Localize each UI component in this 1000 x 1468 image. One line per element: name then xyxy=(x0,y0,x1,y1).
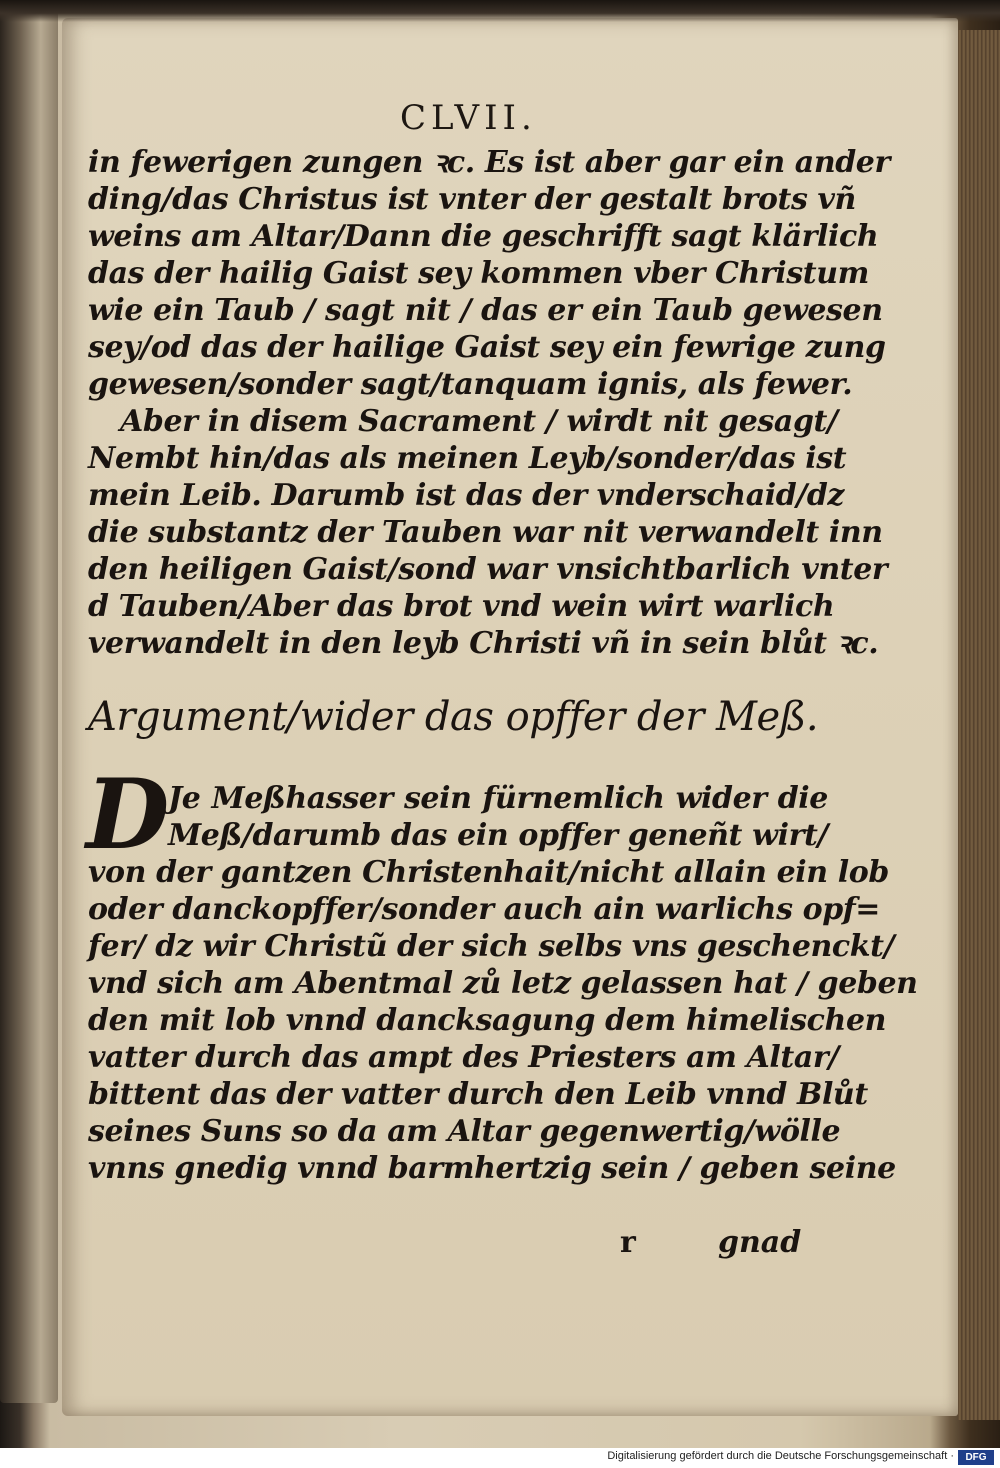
text-line: bittent das der vatter durch den Leib vnnd Blůt xyxy=(88,1077,868,1112)
text-line: ding/das Christus ist vnter der gestalt brots vñ xyxy=(88,182,856,217)
text-line: vnd sich am Abentmal zů letz gelassen hat / geben xyxy=(88,966,918,1001)
text-line: Aber in disem Sacrament / wirdt nit gesagt/ xyxy=(120,404,838,439)
text-line: in fewerigen zungen ꝛc. Es ist aber gar ein ander xyxy=(88,145,890,180)
signature-mark: r xyxy=(620,1225,636,1260)
previous-page-edge xyxy=(0,8,58,1403)
text-line: weins am Altar/Dann die geschrifft sagt klärlich xyxy=(88,219,879,254)
text-line: Meß/darumb das ein opffer geneñt wirt/ xyxy=(168,818,828,853)
text-line: d Tauben/Aber das brot vnd wein wirt warlich xyxy=(88,589,835,624)
text-line: seines Suns so da am Altar gegenwertig/wölle xyxy=(88,1114,841,1149)
text-line: fer/ dz wir Christũ der sich selbs vns geschenckt/ xyxy=(88,929,895,964)
text-line: das der hailig Gaist sey kommen vber Christum xyxy=(88,256,869,291)
text-line: vnns gnedig vnnd barmhertzig sein / geben seine xyxy=(88,1151,896,1186)
text-paragraph-1 xyxy=(88,144,890,662)
text-line: oder danckopffer/sonder auch ain warlichs opf= xyxy=(88,892,881,927)
text-line: die substantz der Tauben war nit verwandelt inn xyxy=(88,515,883,550)
text-line: von der gantzen Christenhait/nicht allain ein lob xyxy=(88,855,889,890)
decorated-initial: D xyxy=(86,758,170,871)
text-line: sey/od das der hailige Gaist sey ein fewrige zung xyxy=(88,330,886,365)
section-heading: Argument/wider das opffer der Meß. xyxy=(88,694,819,740)
text-line: verwandelt in den leyb Christi vñ in sein blůt ꝛc. xyxy=(88,626,879,661)
page-stack-edge xyxy=(958,30,1000,1420)
dfg-logo: DFG xyxy=(958,1450,994,1465)
text-line: wie ein Taub / sagt nit / das er ein Taub gewesen xyxy=(88,293,883,328)
folio-number: CLVII. xyxy=(400,98,537,138)
text-line: Nembt hin/das als meinen Leyb/sonder/das ist xyxy=(88,441,847,476)
text-line: gewesen/sonder sagt/tanquam ignis, als fewer. xyxy=(88,367,853,402)
text-line: den heiligen Gaist/sond war vnsichtbarlich vnter xyxy=(88,552,888,587)
footer-credit: Digitalisierung gefördert durch die Deutsche Forschungsgemeinschaft · xyxy=(607,1450,954,1462)
catchword: gnad xyxy=(718,1225,802,1260)
text-line: Je Meßhasser sein fürnemlich wider die xyxy=(168,781,828,816)
text-paragraph-3 xyxy=(88,780,918,1187)
text-line: vatter durch das ampt des Priesters am Altar/ xyxy=(88,1040,839,1075)
binding-shadow xyxy=(0,0,1000,22)
text-line: mein Leib. Darumb ist das der vnderschaid/dz xyxy=(88,478,845,513)
text-line: den mit lob vnnd dancksagung dem himelischen xyxy=(88,1003,887,1038)
